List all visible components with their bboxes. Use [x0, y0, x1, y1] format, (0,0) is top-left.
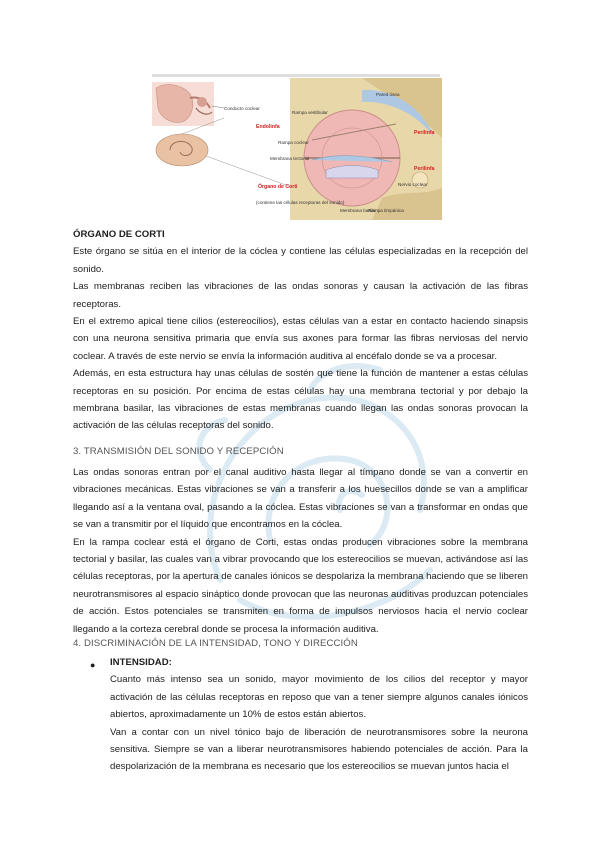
- organo-paragraph-1: Este órgano se sitúa en el interior de la cóclea y contiene las células especializadas en la recepción del sonido.: [73, 246, 528, 275]
- intensidad-paragraph-2: Van a contar con un nivel tónico bajo de liberación de neurotransmisores sobre la neurona sensitiva. Siempre se van a liberar neurotransmisores habiendo potenciales de acción. Para la despolarización de la membrana es necesario que los estereocilios se muevan juntos hacia el: [110, 726, 528, 773]
- label-conducto-coclear: Conducto coclear: [224, 106, 260, 111]
- cochlea-anatomy-figure: [152, 78, 442, 220]
- bullet-icon: ●: [90, 660, 96, 670]
- section-3-body: [73, 464, 528, 638]
- organo-corti-section: [73, 226, 528, 435]
- organo-paragraph-3: En el extremo apical tiene cilios (estereocilios), estas células van a estar en contacto haciendo sinapsis con una neurona sensitiva primaria que envía sus axones para formar las fibras nerviosas del nervio coclear. A través de este nervio se envía la información auditiva al encéfalo donde se va a procesar.: [73, 316, 528, 362]
- label-organo-caption: (contiene las células receptoras del sonido): [256, 200, 345, 205]
- organo-paragraph-4: Además, en esta estructura hay unas células de sostén que tiene la función de mantener a estas células receptoras en su posición. Por encima de estas células hay una membrana tectorial y por debajo la membrana basilar, las vibraciones de estas membranas cuando llegan las ondas sonoras provocan la activación de las células receptoras del sonido.: [73, 368, 528, 432]
- cochlea-small-illustration: [156, 134, 208, 166]
- organo-paragraph-2: Las membranas reciben las vibraciones de las ondas sonoras y causan la activación de las fibras receptoras.: [73, 281, 528, 310]
- header-rule: [152, 74, 440, 77]
- label-membrana-tectorial: Membrana tectorial: [270, 156, 310, 161]
- cochlea-cross-section: [290, 78, 442, 220]
- label-perilinfa-right: Perilinfa: [414, 166, 435, 172]
- label-perilinfa-top: Perilinfa: [414, 130, 435, 136]
- section-3-paragraph-1: Las ondas sonoras entran por el canal auditivo hasta llegar al tímpano donde se van a convertir en vibraciones mecánicas. Estas vibraciones se van a transferir a los huesecillos donde se van a amplificar llegando así a la ventana oval, pasando a la cóclea. Estas vibraciones se van a transformar en ondas que se van a transmitir por el líquido que encontramos en la cóclea.: [73, 467, 528, 531]
- ear-illustration: [152, 82, 214, 126]
- label-rampa-timpanica: Rampa timpánica: [368, 208, 404, 213]
- label-organo-corti: Órgano de Corti: [258, 184, 298, 190]
- section-4-title: 4. DISCRIMINACIÓN DE LA INTENSIDAD, TONO Y DIRECCIÓN: [73, 638, 358, 649]
- section-3-paragraph-2: En la rampa coclear está el órgano de Corti, estas ondas producen vibraciones sobre la membrana tectorial y basilar, las cuales van a vibrar provocando que los estereocilios se muevan, activándose así las células receptoras, por la apertura de canales iónicos se despolariza la membrana haciendo que se liberen neurotransmisores al espacio sináptico donde provocan que las neuronas auditivas produzcan potenciales de acción. Estos potenciales se transmiten en forma de impulsos nerviosos hacia el nervio coclear llegando a la corteza cerebral donde se procesa la información auditiva.: [73, 536, 528, 635]
- intensidad-item: [110, 654, 528, 776]
- label-endolinfa: Endolinfa: [256, 124, 280, 130]
- section-3-title: 3. TRANSMISIÓN DEL SONIDO Y RECEPCIÓN: [73, 446, 284, 457]
- label-nervio-coclear: Nervio coclear: [398, 182, 428, 187]
- intensidad-paragraph-1: Cuanto más intenso sea un sonido, mayor movimiento de los cilios del receptor y mayor activación de las células receptoras en reposo que van a tener siempre algunos canales iónicos abiertos, aproximadamente un 10% de estos están abiertos.: [110, 674, 528, 721]
- organo-corti-title: ÓRGANO DE CORTI: [73, 229, 165, 240]
- label-pared-osea: Pared ósea: [376, 92, 400, 97]
- label-rampa-coclear: Rampa coclear: [278, 140, 309, 145]
- intensidad-title: INTENSIDAD:: [110, 657, 172, 668]
- label-membrana-basilar: Membrana basilar: [340, 208, 377, 213]
- label-rampa-vestibular: Rampa vestibular: [292, 110, 328, 115]
